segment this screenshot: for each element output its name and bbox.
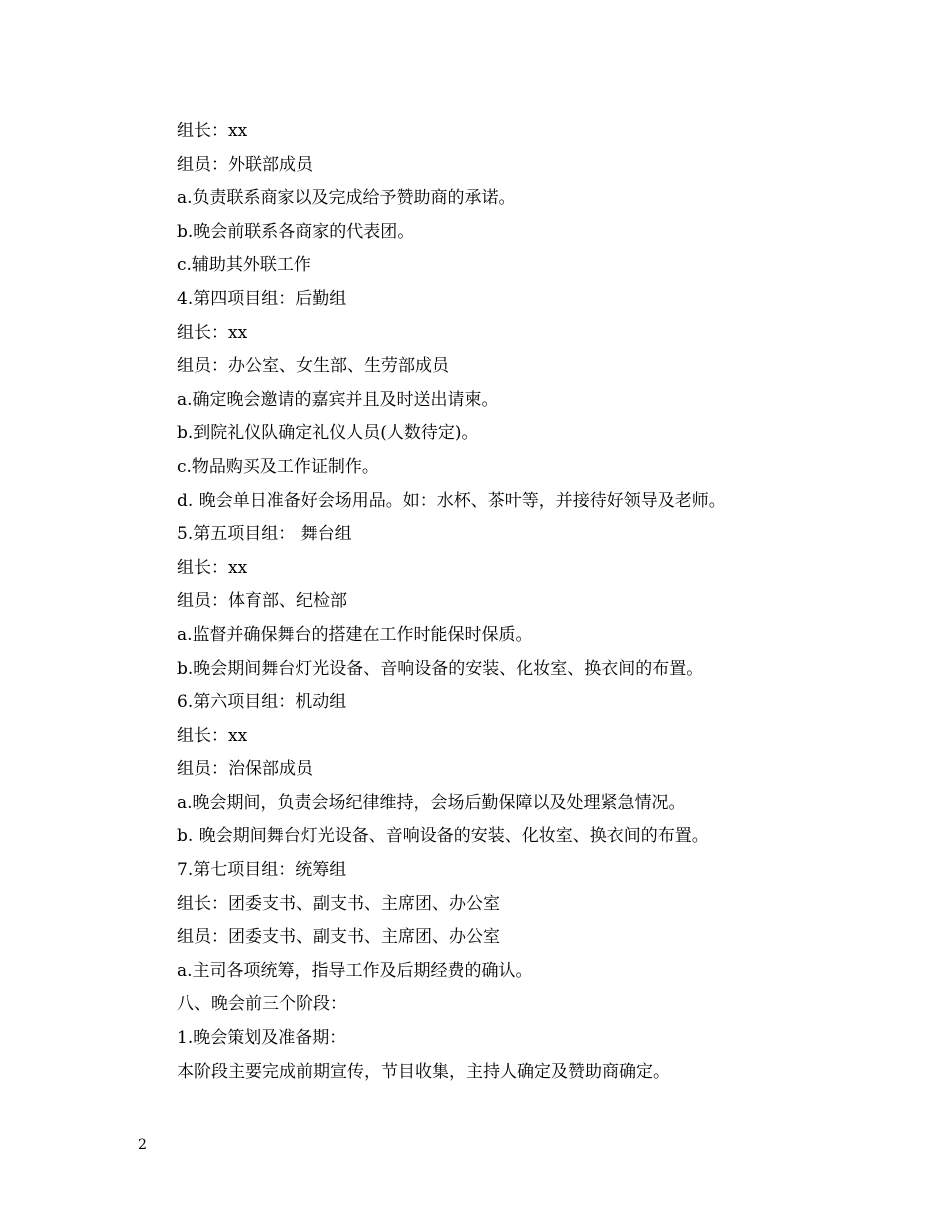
section-heading: 4.第四项目组：后勤组 xyxy=(177,288,347,309)
text-line: b. 晚会期间舞台灯光设备、音响设备的安装、化妆室、换衣间的布置。 xyxy=(177,826,709,847)
text-line: a.晚会期间，负责会场纪律维持，会场后勤保障以及处理紧急情况。 xyxy=(177,792,686,813)
section-heading: 5.第五项目组： 舞台组 xyxy=(177,524,352,545)
text-line: b.晚会期间舞台灯光设备、音响设备的安装、化妆室、换衣间的布置。 xyxy=(177,658,704,679)
text-line: 组长：xx xyxy=(177,725,248,746)
text-line: 组长：xx xyxy=(177,121,248,141)
text-line: a.主司各项统筹，指导工作及后期经费的确认。 xyxy=(177,960,533,981)
text-line: 组员：办公室、女生部、生劳部成员 xyxy=(177,356,449,377)
text-line: a.确定晚会邀请的嘉宾并且及时送出请柬。 xyxy=(177,389,499,410)
text-line: 组员：外联部成员 xyxy=(177,154,313,175)
text-line: 组员：团委支书、副支书、主席团、办公室 xyxy=(177,927,500,948)
text-line: 组员：体育部、纪检部 xyxy=(177,591,347,612)
section-heading: 八、晚会前三个阶段： xyxy=(177,994,347,1015)
text-line: b.到院礼仪队确定礼仪人员(人数待定)。 xyxy=(177,423,479,444)
text-line: a.负责联系商家以及完成给予赞助商的承诺。 xyxy=(177,188,516,209)
text-line: c.辅助其外联工作 xyxy=(177,255,311,276)
document-body xyxy=(177,115,877,1089)
text-line: d. 晚会单日准备好会场用品。如：水杯、茶叶等，并接待好领导及老师。 xyxy=(177,490,726,511)
text-line: 本阶段主要完成前期宣传，节目收集，主持人确定及赞助商确定。 xyxy=(177,1061,670,1082)
page-number: 2 xyxy=(138,1137,147,1153)
text-line: b.晚会前联系各商家的代表团。 xyxy=(177,221,415,242)
text-line: c.物品购买及工作证制作。 xyxy=(177,456,379,477)
text-line: 组长：xx xyxy=(177,322,248,343)
text-line: 组长：xx xyxy=(177,557,248,578)
text-line: 组员：治保部成员 xyxy=(177,759,313,780)
section-heading: 1.晚会策划及准备期： xyxy=(177,1028,347,1049)
text-line: a.监督并确保舞台的搭建在工作时能保时保质。 xyxy=(177,624,533,645)
text-line: 组长：团委支书、副支书、主席团、办公室 xyxy=(177,893,500,914)
section-heading: 7.第七项目组：统筹组 xyxy=(177,860,347,881)
section-heading: 6.第六项目组：机动组 xyxy=(177,692,347,713)
